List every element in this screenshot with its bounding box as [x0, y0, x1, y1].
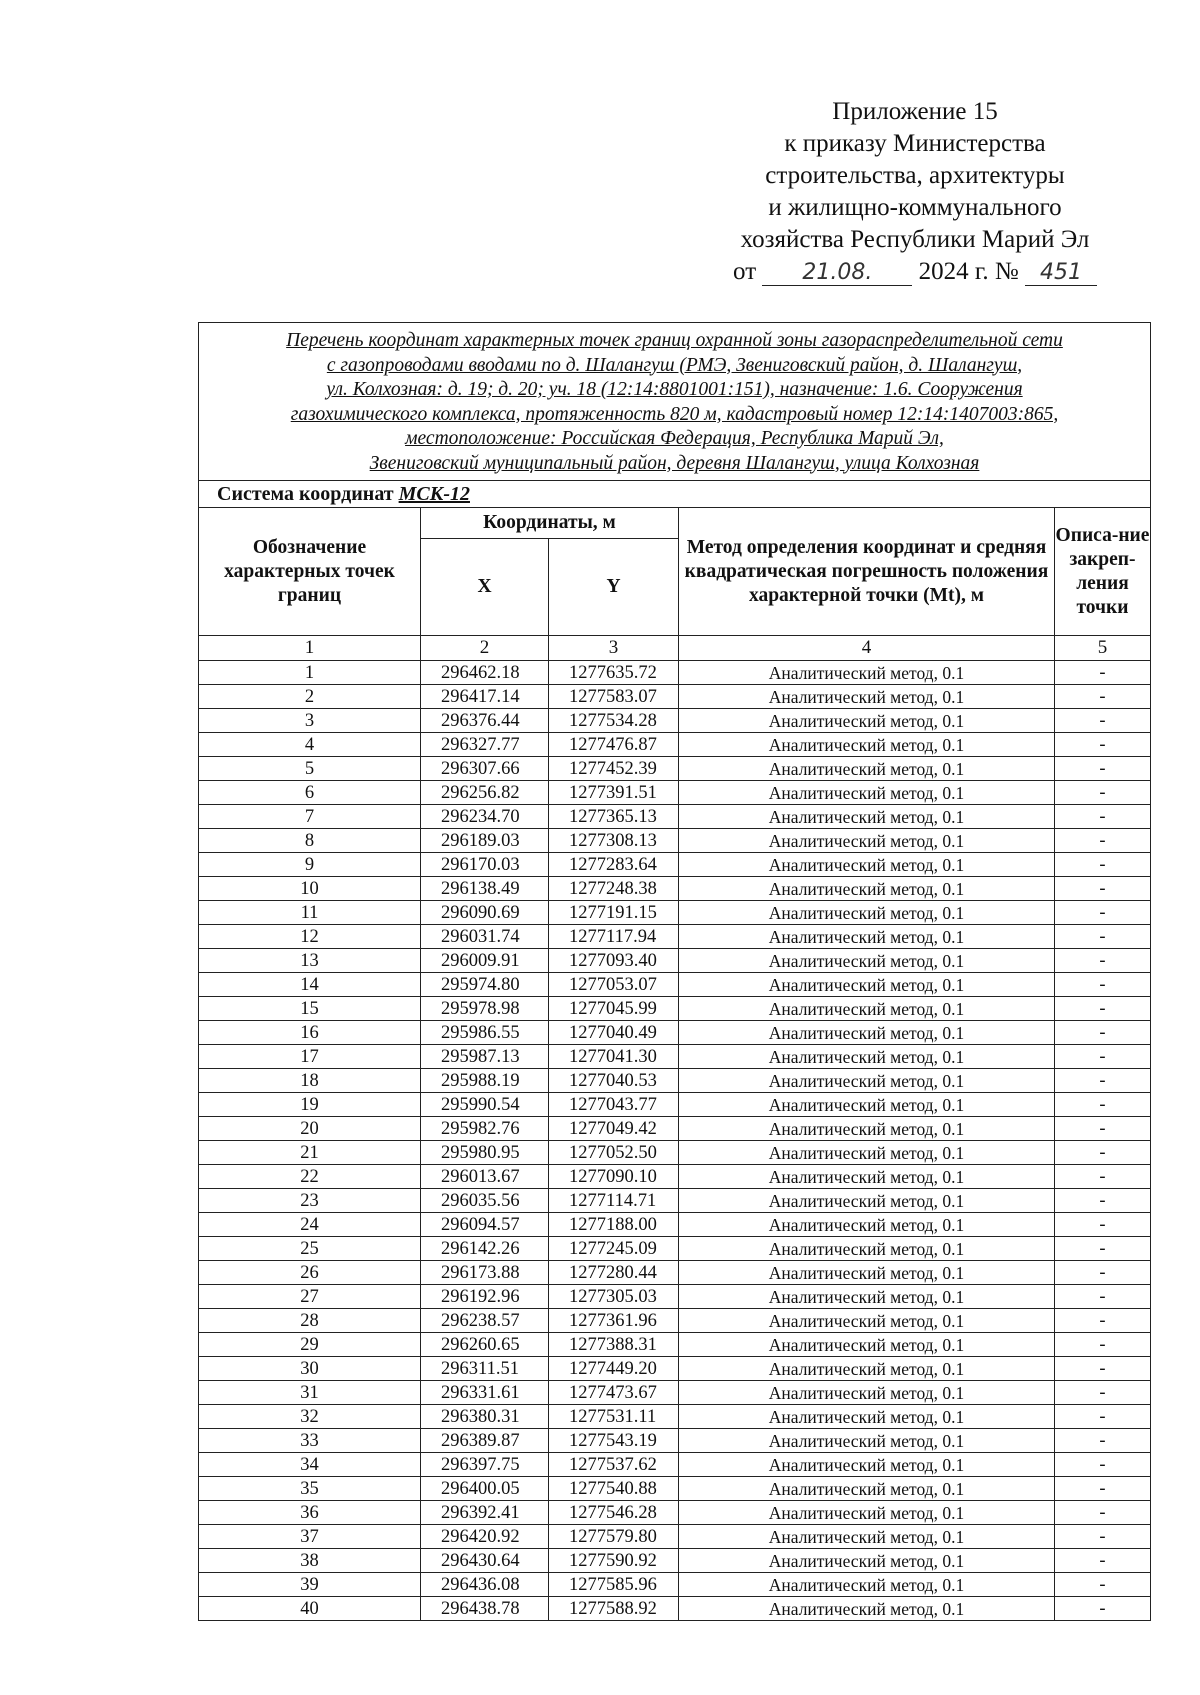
- table-row: [199, 1333, 1151, 1357]
- method-cell: Аналитический метод, 0.1: [679, 901, 1055, 925]
- x-coordinate-cell: 296417.14: [421, 685, 549, 709]
- y-coordinate-cell: 1277537.62: [549, 1453, 679, 1477]
- y-coordinate-cell: 1277117.94: [549, 925, 679, 949]
- appendix-ministry-line-3: хозяйства Республики Марий Эл: [740, 226, 1090, 253]
- y-coordinate-cell: 1277635.72: [549, 661, 679, 685]
- y-coordinate-cell: 1277583.07: [549, 685, 679, 709]
- point-id-cell: 35: [199, 1477, 421, 1501]
- method-cell: Аналитический метод, 0.1: [679, 1285, 1055, 1309]
- table-row: [199, 1141, 1151, 1165]
- description-cell: -: [1055, 685, 1151, 709]
- appendix-title: Приложение 15: [832, 98, 998, 125]
- y-coordinate-cell: 1277476.87: [549, 733, 679, 757]
- method-cell: Аналитический метод, 0.1: [679, 877, 1055, 901]
- description-cell: -: [1055, 1525, 1151, 1549]
- point-id-cell: 19: [199, 1093, 421, 1117]
- point-id-cell: 30: [199, 1357, 421, 1381]
- table-row: [199, 1021, 1151, 1045]
- x-coordinate-cell: 296260.65: [421, 1333, 549, 1357]
- x-coordinate-cell: 296238.57: [421, 1309, 549, 1333]
- point-id-cell: 13: [199, 949, 421, 973]
- method-cell: Аналитический метод, 0.1: [679, 1237, 1055, 1261]
- description-cell: -: [1055, 853, 1151, 877]
- method-cell: Аналитический метод, 0.1: [679, 1261, 1055, 1285]
- table-row: [199, 853, 1151, 877]
- table-row: [199, 1069, 1151, 1093]
- point-id-cell: 33: [199, 1429, 421, 1453]
- table-row: [199, 1525, 1151, 1549]
- table-row: [199, 1093, 1151, 1117]
- method-cell: Аналитический метод, 0.1: [679, 757, 1055, 781]
- description-cell: -: [1055, 877, 1151, 901]
- method-cell: Аналитический метод, 0.1: [679, 661, 1055, 685]
- description-cell: -: [1055, 1237, 1151, 1261]
- table-row: [199, 781, 1151, 805]
- method-cell: Аналитический метод, 0.1: [679, 1021, 1055, 1045]
- y-coordinate-cell: 1277040.49: [549, 1021, 679, 1045]
- point-id-cell: 24: [199, 1213, 421, 1237]
- point-id-cell: 15: [199, 997, 421, 1021]
- table-row: [199, 997, 1151, 1021]
- x-coordinate-cell: 295990.54: [421, 1093, 549, 1117]
- description-cell: -: [1055, 1045, 1151, 1069]
- table-row: [199, 1165, 1151, 1189]
- table-row: [199, 1573, 1151, 1597]
- method-cell: Аналитический метод, 0.1: [679, 973, 1055, 997]
- table-row: [199, 757, 1151, 781]
- x-coordinate-cell: 296035.56: [421, 1189, 549, 1213]
- method-cell: Аналитический метод, 0.1: [679, 829, 1055, 853]
- y-coordinate-cell: 1277305.03: [549, 1285, 679, 1309]
- x-coordinate-cell: 296397.75: [421, 1453, 549, 1477]
- point-id-cell: 32: [199, 1405, 421, 1429]
- method-cell: Аналитический метод, 0.1: [679, 1069, 1055, 1093]
- header-coordinates: Координаты, м: [421, 508, 679, 539]
- method-cell: Аналитический метод, 0.1: [679, 1549, 1055, 1573]
- header-x: X: [421, 539, 549, 636]
- x-coordinate-cell: 296307.66: [421, 757, 549, 781]
- y-coordinate-cell: 1277280.44: [549, 1261, 679, 1285]
- description-cell: -: [1055, 1021, 1151, 1045]
- y-coordinate-cell: 1277534.28: [549, 709, 679, 733]
- description-cell: -: [1055, 949, 1151, 973]
- y-coordinate-cell: 1277245.09: [549, 1237, 679, 1261]
- table-row: [199, 1189, 1151, 1213]
- description-cell: -: [1055, 1309, 1151, 1333]
- point-id-cell: 11: [199, 901, 421, 925]
- table-row: [199, 1117, 1151, 1141]
- x-coordinate-cell: 296376.44: [421, 709, 549, 733]
- x-coordinate-cell: 296234.70: [421, 805, 549, 829]
- point-id-cell: 29: [199, 1333, 421, 1357]
- point-id-cell: 3: [199, 709, 421, 733]
- x-coordinate-cell: 295980.95: [421, 1141, 549, 1165]
- table-row: [199, 1429, 1151, 1453]
- x-coordinate-cell: 296389.87: [421, 1429, 549, 1453]
- table-row: [199, 1213, 1151, 1237]
- method-cell: Аналитический метод, 0.1: [679, 1525, 1055, 1549]
- y-coordinate-cell: 1277588.92: [549, 1597, 679, 1621]
- appendix-header: [700, 96, 1130, 288]
- table-row: [199, 877, 1151, 901]
- date-prefix: от: [733, 258, 757, 285]
- y-coordinate-cell: 1277449.20: [549, 1357, 679, 1381]
- description-cell: -: [1055, 1141, 1151, 1165]
- description-cell: -: [1055, 1093, 1151, 1117]
- method-cell: Аналитический метод, 0.1: [679, 997, 1055, 1021]
- table-row: [199, 973, 1151, 997]
- description-cell: -: [1055, 805, 1151, 829]
- appendix-ministry-line-2: и жилищно-коммунального: [768, 194, 1062, 221]
- point-id-cell: 7: [199, 805, 421, 829]
- y-coordinate-cell: 1277543.19: [549, 1429, 679, 1453]
- x-coordinate-cell: 295974.80: [421, 973, 549, 997]
- method-cell: Аналитический метод, 0.1: [679, 1333, 1055, 1357]
- column-number: 4: [679, 636, 1055, 661]
- table-row: [199, 733, 1151, 757]
- method-cell: Аналитический метод, 0.1: [679, 1573, 1055, 1597]
- y-coordinate-cell: 1277361.96: [549, 1309, 679, 1333]
- method-cell: Аналитический метод, 0.1: [679, 1453, 1055, 1477]
- x-coordinate-cell: 296009.91: [421, 949, 549, 973]
- point-id-cell: 28: [199, 1309, 421, 1333]
- method-cell: Аналитический метод, 0.1: [679, 1117, 1055, 1141]
- point-id-cell: 12: [199, 925, 421, 949]
- column-number: 2: [421, 636, 549, 661]
- method-cell: Аналитический метод, 0.1: [679, 1165, 1055, 1189]
- method-cell: Аналитический метод, 0.1: [679, 1357, 1055, 1381]
- x-coordinate-cell: 296173.88: [421, 1261, 549, 1285]
- method-cell: Аналитический метод, 0.1: [679, 1477, 1055, 1501]
- description-cell: -: [1055, 1453, 1151, 1477]
- header-y: Y: [549, 539, 679, 636]
- header-description: Описа-ние закреп-ления точки: [1055, 508, 1151, 636]
- method-cell: Аналитический метод, 0.1: [679, 685, 1055, 709]
- method-cell: Аналитический метод, 0.1: [679, 1141, 1055, 1165]
- x-coordinate-cell: 296189.03: [421, 829, 549, 853]
- coordinate-system-label: Система координат: [217, 482, 394, 505]
- point-id-cell: 16: [199, 1021, 421, 1045]
- method-cell: Аналитический метод, 0.1: [679, 709, 1055, 733]
- point-id-cell: 26: [199, 1261, 421, 1285]
- point-id-cell: 10: [199, 877, 421, 901]
- x-coordinate-cell: 296436.08: [421, 1573, 549, 1597]
- method-cell: Аналитический метод, 0.1: [679, 733, 1055, 757]
- point-id-cell: 17: [199, 1045, 421, 1069]
- table-row: [199, 1405, 1151, 1429]
- y-coordinate-cell: 1277365.13: [549, 805, 679, 829]
- y-coordinate-cell: 1277283.64: [549, 853, 679, 877]
- y-coordinate-cell: 1277043.77: [549, 1093, 679, 1117]
- x-coordinate-cell: 296031.74: [421, 925, 549, 949]
- description-cell: -: [1055, 1069, 1151, 1093]
- point-id-cell: 23: [199, 1189, 421, 1213]
- table-row: [199, 1477, 1151, 1501]
- method-cell: Аналитический метод, 0.1: [679, 1045, 1055, 1069]
- table-row: [199, 1453, 1151, 1477]
- order-year: 2024 г. №: [918, 258, 1019, 285]
- table-row: [199, 1261, 1151, 1285]
- method-cell: Аналитический метод, 0.1: [679, 1429, 1055, 1453]
- method-cell: Аналитический метод, 0.1: [679, 1597, 1055, 1621]
- column-number-row: [199, 636, 1151, 661]
- method-cell: Аналитический метод, 0.1: [679, 853, 1055, 877]
- y-coordinate-cell: 1277540.88: [549, 1477, 679, 1501]
- table-row: [199, 661, 1151, 685]
- table-row: [199, 925, 1151, 949]
- table-row: [199, 709, 1151, 733]
- handwritten-order-number: 451: [1025, 261, 1097, 286]
- x-coordinate-cell: 295986.55: [421, 1021, 549, 1045]
- x-coordinate-cell: 296438.78: [421, 1597, 549, 1621]
- description-cell: -: [1055, 1405, 1151, 1429]
- x-coordinate-cell: 296094.57: [421, 1213, 549, 1237]
- table-row: [199, 1501, 1151, 1525]
- description-cell: -: [1055, 1285, 1151, 1309]
- x-coordinate-cell: 296331.61: [421, 1381, 549, 1405]
- description-cell: -: [1055, 1477, 1151, 1501]
- appendix-ministry-line-1: строительства, архитектуры: [765, 162, 1065, 189]
- table-row: [199, 1597, 1151, 1621]
- x-coordinate-cell: 296430.64: [421, 1549, 549, 1573]
- method-cell: Аналитический метод, 0.1: [679, 1501, 1055, 1525]
- point-id-cell: 27: [199, 1285, 421, 1309]
- point-id-cell: 8: [199, 829, 421, 853]
- table-row: [199, 1285, 1151, 1309]
- x-coordinate-cell: 296311.51: [421, 1357, 549, 1381]
- y-coordinate-cell: 1277546.28: [549, 1501, 679, 1525]
- method-cell: Аналитический метод, 0.1: [679, 1405, 1055, 1429]
- y-coordinate-cell: 1277053.07: [549, 973, 679, 997]
- y-coordinate-cell: 1277049.42: [549, 1117, 679, 1141]
- y-coordinate-cell: 1277114.71: [549, 1189, 679, 1213]
- y-coordinate-cell: 1277052.50: [549, 1141, 679, 1165]
- method-cell: Аналитический метод, 0.1: [679, 1309, 1055, 1333]
- column-number: 3: [549, 636, 679, 661]
- x-coordinate-cell: 295988.19: [421, 1069, 549, 1093]
- y-coordinate-cell: 1277590.92: [549, 1549, 679, 1573]
- description-cell: -: [1055, 973, 1151, 997]
- y-coordinate-cell: 1277040.53: [549, 1069, 679, 1093]
- table-row: [199, 1357, 1151, 1381]
- description-cell: -: [1055, 709, 1151, 733]
- method-cell: Аналитический метод, 0.1: [679, 1381, 1055, 1405]
- description-cell: -: [1055, 1381, 1151, 1405]
- description-cell: -: [1055, 1333, 1151, 1357]
- method-cell: Аналитический метод, 0.1: [679, 805, 1055, 829]
- description-cell: -: [1055, 757, 1151, 781]
- table-title-line: газохимического комплекса, протяженность 820 м, кадастровый номер 12:14:1407003:865,: [290, 403, 1059, 425]
- method-cell: Аналитический метод, 0.1: [679, 781, 1055, 805]
- y-coordinate-cell: 1277188.00: [549, 1213, 679, 1237]
- x-coordinate-cell: 296138.49: [421, 877, 549, 901]
- x-coordinate-cell: 295978.98: [421, 997, 549, 1021]
- table-row: [199, 829, 1151, 853]
- x-coordinate-cell: 296392.41: [421, 1501, 549, 1525]
- point-id-cell: 31: [199, 1381, 421, 1405]
- table-row: [199, 1381, 1151, 1405]
- point-id-cell: 38: [199, 1549, 421, 1573]
- description-cell: -: [1055, 1597, 1151, 1621]
- point-id-cell: 2: [199, 685, 421, 709]
- x-coordinate-cell: 296013.67: [421, 1165, 549, 1189]
- description-cell: -: [1055, 1429, 1151, 1453]
- x-coordinate-cell: 296090.69: [421, 901, 549, 925]
- x-coordinate-cell: 296142.26: [421, 1237, 549, 1261]
- point-id-cell: 5: [199, 757, 421, 781]
- y-coordinate-cell: 1277579.80: [549, 1525, 679, 1549]
- point-id-cell: 4: [199, 733, 421, 757]
- description-cell: -: [1055, 1213, 1151, 1237]
- x-coordinate-cell: 296400.05: [421, 1477, 549, 1501]
- y-coordinate-cell: 1277045.99: [549, 997, 679, 1021]
- description-cell: -: [1055, 661, 1151, 685]
- method-cell: Аналитический метод, 0.1: [679, 949, 1055, 973]
- header-method: Метод определения координат и средняя квадратическая погрешность положения характерной точки (Mt), м: [679, 508, 1055, 636]
- point-id-cell: 14: [199, 973, 421, 997]
- appendix-order-line: к приказу Министерства: [784, 130, 1046, 157]
- method-cell: Аналитический метод, 0.1: [679, 1213, 1055, 1237]
- table-title-line: Звениговский муниципальный район, деревня Шалангуш, улица Колхозная: [369, 452, 980, 474]
- x-coordinate-cell: 295982.76: [421, 1117, 549, 1141]
- coordinate-system-value: МСК-12: [398, 482, 470, 505]
- point-id-cell: 18: [199, 1069, 421, 1093]
- description-cell: -: [1055, 901, 1151, 925]
- point-id-cell: 9: [199, 853, 421, 877]
- table-row: [199, 1549, 1151, 1573]
- description-cell: -: [1055, 925, 1151, 949]
- x-coordinate-cell: 296192.96: [421, 1285, 549, 1309]
- coordinates-table: [198, 322, 1151, 1621]
- point-id-cell: 25: [199, 1237, 421, 1261]
- x-coordinate-cell: 295987.13: [421, 1045, 549, 1069]
- x-coordinate-cell: 296327.77: [421, 733, 549, 757]
- y-coordinate-cell: 1277191.15: [549, 901, 679, 925]
- x-coordinate-cell: 296256.82: [421, 781, 549, 805]
- y-coordinate-cell: 1277531.11: [549, 1405, 679, 1429]
- table-row: [199, 685, 1151, 709]
- handwritten-date: 21.08.: [762, 261, 912, 286]
- y-coordinate-cell: 1277388.31: [549, 1333, 679, 1357]
- table-title-line: Перечень координат характерных точек границ охранной зоны газораспределительной сети: [286, 330, 1063, 351]
- y-coordinate-cell: 1277248.38: [549, 877, 679, 901]
- point-id-cell: 36: [199, 1501, 421, 1525]
- point-id-cell: 6: [199, 781, 421, 805]
- description-cell: -: [1055, 1501, 1151, 1525]
- y-coordinate-cell: 1277041.30: [549, 1045, 679, 1069]
- table-row: [199, 901, 1151, 925]
- method-cell: Аналитический метод, 0.1: [679, 925, 1055, 949]
- table-row: [199, 805, 1151, 829]
- y-coordinate-cell: 1277308.13: [549, 829, 679, 853]
- coordinate-system-row: [199, 481, 1151, 508]
- y-coordinate-cell: 1277452.39: [549, 757, 679, 781]
- x-coordinate-cell: 296170.03: [421, 853, 549, 877]
- point-id-cell: 37: [199, 1525, 421, 1549]
- x-coordinate-cell: 296462.18: [421, 661, 549, 685]
- y-coordinate-cell: 1277585.96: [549, 1573, 679, 1597]
- table-row: [199, 1045, 1151, 1069]
- point-id-cell: 21: [199, 1141, 421, 1165]
- method-cell: Аналитический метод, 0.1: [679, 1189, 1055, 1213]
- y-coordinate-cell: 1277473.67: [549, 1381, 679, 1405]
- description-cell: -: [1055, 733, 1151, 757]
- point-id-cell: 34: [199, 1453, 421, 1477]
- table-title-line: местоположение: Российская Федерация, Республика Марий Эл,: [405, 428, 944, 449]
- description-cell: -: [1055, 1357, 1151, 1381]
- description-cell: -: [1055, 829, 1151, 853]
- table-row: [199, 949, 1151, 973]
- description-cell: -: [1055, 1261, 1151, 1285]
- description-cell: -: [1055, 997, 1151, 1021]
- description-cell: -: [1055, 781, 1151, 805]
- description-cell: -: [1055, 1549, 1151, 1573]
- header-point-designation: Обозначение характерных точек границ: [199, 508, 421, 636]
- table-row: [199, 1309, 1151, 1333]
- appendix-date-line: [700, 256, 1130, 288]
- column-number: 1: [199, 636, 421, 661]
- description-cell: -: [1055, 1573, 1151, 1597]
- x-coordinate-cell: 296380.31: [421, 1405, 549, 1429]
- y-coordinate-cell: 1277090.10: [549, 1165, 679, 1189]
- table-row: [199, 1237, 1151, 1261]
- table-title: [199, 323, 1151, 481]
- x-coordinate-cell: 296420.92: [421, 1525, 549, 1549]
- point-id-cell: 40: [199, 1597, 421, 1621]
- table-title-line: ул. Колхозная: д. 19; д. 20; уч. 18 (12:14:8801001:151), назначение: 1.6. Сооружения: [326, 379, 1023, 400]
- column-number: 5: [1055, 636, 1151, 661]
- method-cell: Аналитический метод, 0.1: [679, 1093, 1055, 1117]
- table-title-line: с газопроводами вводами по д. Шалангуш (РМЭ, Звениговский район, д. Шалангуш,: [326, 354, 1023, 376]
- point-id-cell: 20: [199, 1117, 421, 1141]
- description-cell: -: [1055, 1189, 1151, 1213]
- point-id-cell: 22: [199, 1165, 421, 1189]
- description-cell: -: [1055, 1117, 1151, 1141]
- y-coordinate-cell: 1277391.51: [549, 781, 679, 805]
- y-coordinate-cell: 1277093.40: [549, 949, 679, 973]
- point-id-cell: 39: [199, 1573, 421, 1597]
- point-id-cell: 1: [199, 661, 421, 685]
- description-cell: -: [1055, 1165, 1151, 1189]
